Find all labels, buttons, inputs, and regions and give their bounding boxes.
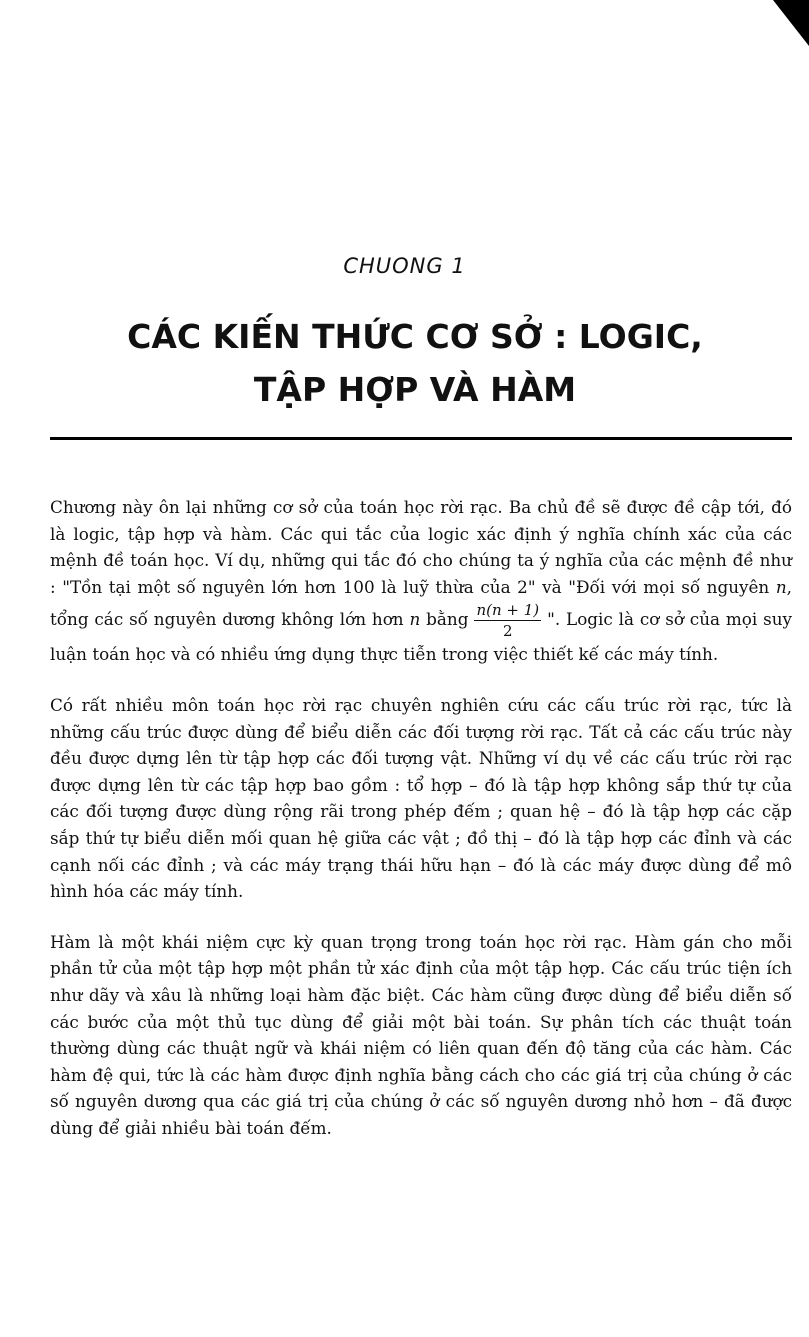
paragraph-intro-text: Chương này ôn lại những cơ sở của toán học rời rạc. Ba chủ đề sẽ được đề cập tới, đó là logic, tập hợp và hàm. Các qui tắc của logic xác định ý nghĩa chính xác của các mệnh đề toán học. Ví dụ, những qui tắc đó cho chúng ta ý nghĩa của các mệnh đề như : "Tồn tại một số nguyên lớn hơn 100 là luỹ thừa của 2" và "Đối với mọi số nguyên (50, 497, 792, 597)
chapter-label: CHUONG 1 (343, 254, 466, 278)
formula-numerator: n(n + 1) (476, 601, 540, 620)
title-divider (50, 437, 792, 440)
paragraph-functions: Hàm là một khái niệm cực kỳ quan trọng trong toán học rời rạc. Hàm gán cho mỗi phần tử của một tập hợp một phần tử xác định của một tập hợp. Các cấu trúc tiện ích như dãy và xâu là những loại hàm đặc biệt. Các hàm cũng được dùng để biểu diễn số các bước của một thủ tục dùng để giải một bài toán. Sự phân tích các thuật toán thường dùng các thuật ngữ và khái niệm có liên quan đến độ tăng của các hàm. Các hàm đệ qui, tức là các hàm được định nghĩa bằng cách cho các giá trị của chúng ở các số nguyên dương qua các giá trị của chúng ở các số nguyên dương nhỏ hơn – đã được dùng để giải nhiều bài toán đếm. (50, 931, 792, 1138)
math-variable-n: n (409, 609, 421, 630)
paragraph-discrete-structures: Có rất nhiều môn toán học rời rạc chuyên nghiên cứu các cấu trúc rời rạc, tức là những cấu trúc được dùng để biểu diễn các đối tượng rời rạc. Tất cả các cấu trúc này đều được dựng lên từ tập hợp các đối tượng vật. Những ví dụ về các cấu trúc rời rạc được dựng lên từ các tập hợp bao gồm : tổ hợp – đó là tập hợp không sắp thứ tự của các đối tượng được dùng rộng rãi trong phép đếm ; quan hệ – đó là tập hợp các cặp sắp thứ tự biểu diễn mối quan hệ giữa các vật ; đồ thị – đó là tập hợp các đỉnh và các cạnh nối các đỉnh ; và các máy trạng thái hữu hạn – đó là các máy được dùng để mô hình hóa các máy tính. (50, 694, 792, 902)
chapter-title-line2: TẬP HỢP VÀ HÀM (253, 370, 577, 409)
chapter-title-line1: CÁC KIẾN THỨC CƠ SỞ : LOGIC, (127, 317, 703, 356)
sum-formula (474, 600, 541, 641)
math-variable-n: n (775, 576, 787, 597)
chapter-title (0, 310, 809, 416)
formula-denominator: 2 (503, 622, 513, 641)
paragraph-intro-text-2: , tổng các số nguyên dương không lớn hơn (50, 576, 792, 630)
paragraph-intro-text-4: ". Logic là cơ sở của mọi suy luận toán học và có nhiều ứng dụng thực tiễn trong việc thiết kế các máy tính. (50, 609, 792, 665)
paragraph-intro (50, 494, 792, 668)
paragraph-intro-text-3: bằng (426, 609, 469, 630)
chapter-body (50, 494, 792, 1165)
page-corner-mark (773, 0, 809, 46)
